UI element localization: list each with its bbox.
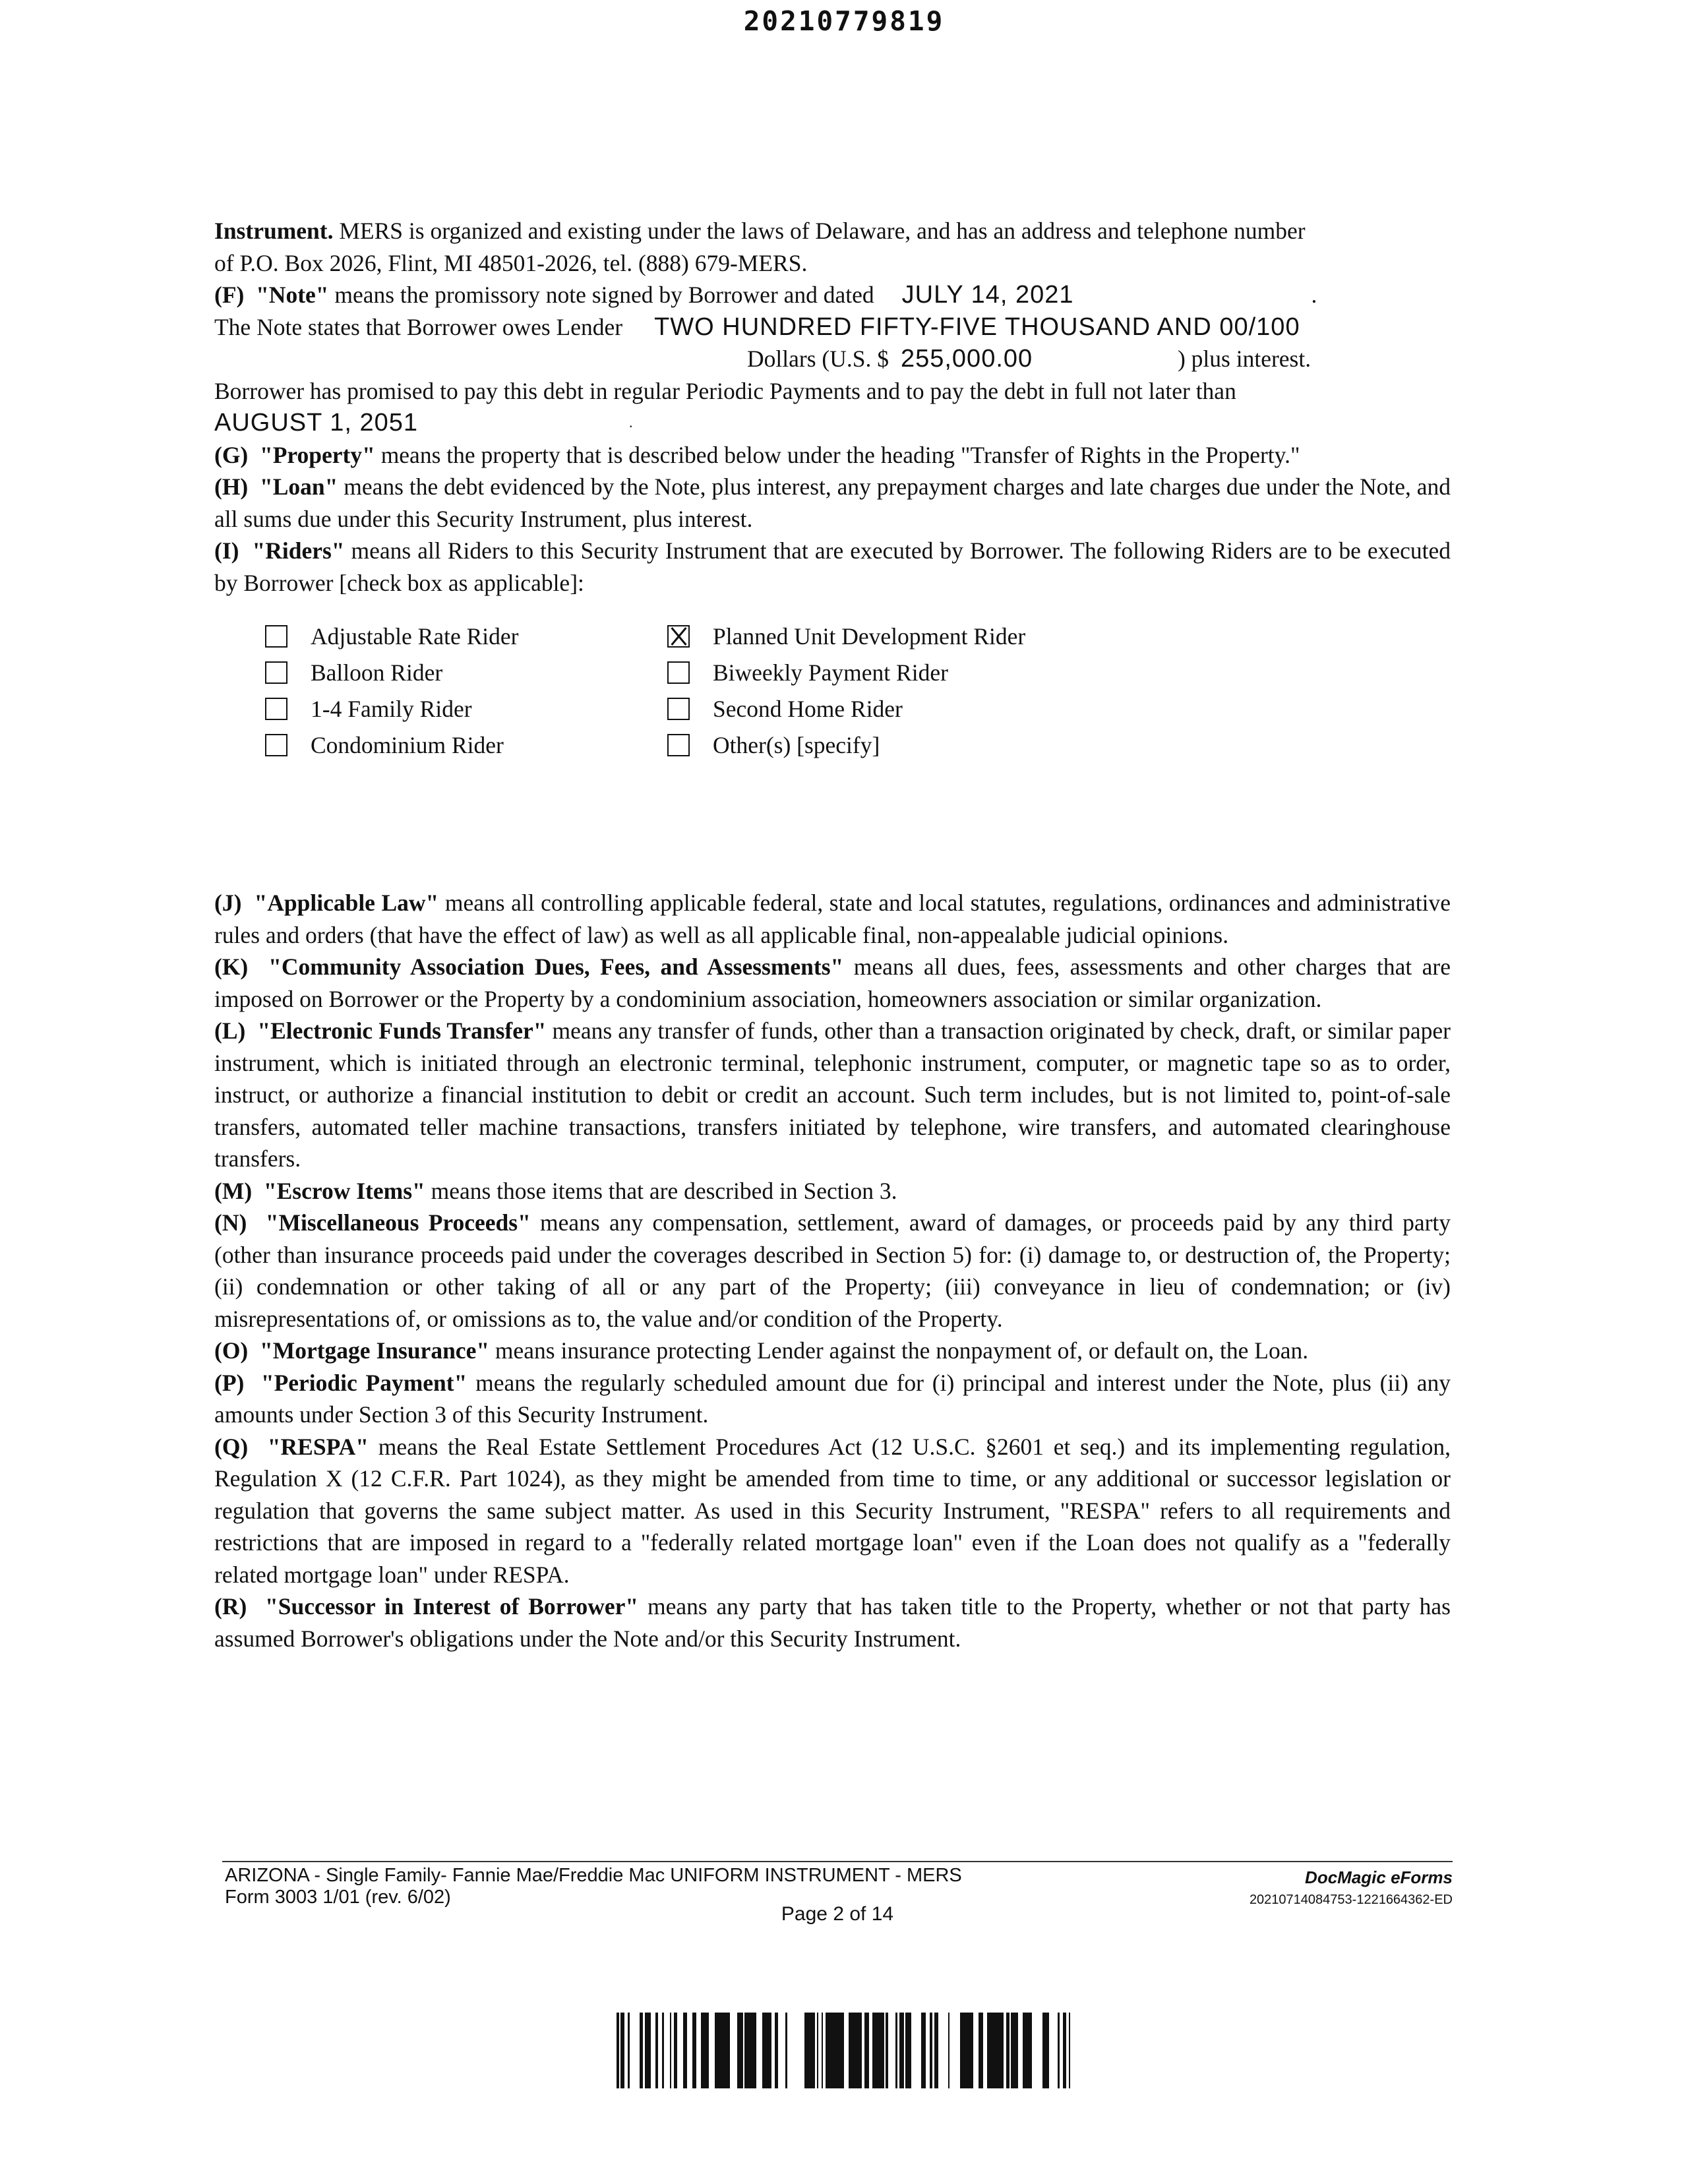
footer-form-number: Form 3003 1/01 (rev. 6/02) [225, 1887, 451, 1908]
rider-label: Condominium Rider [311, 732, 504, 758]
escrow-items-text: means those items that are described in Section 3. [425, 1177, 897, 1204]
footer-form-title: ARIZONA - Single Family- Fannie Mae/Freddie Mac UNIFORM INSTRUMENT - MERS [225, 1865, 962, 1886]
paragraph-q [214, 1431, 1451, 1591]
letter-j: (J) [214, 890, 242, 916]
barcode-icon [617, 2013, 1071, 2088]
paragraph-j [214, 887, 1451, 951]
paragraph-f-line5 [214, 407, 1451, 439]
rider-second-home[interactable] [667, 692, 1129, 725]
note-owes-text: The Note states that Borrower owes Lender [214, 313, 623, 340]
paragraph-g [214, 439, 1451, 471]
letter-n: (N) [214, 1209, 247, 1236]
letter-p: (P) [214, 1369, 245, 1396]
rider-label: Planned Unit Development Rider [713, 623, 1026, 650]
letter-k: (K) [214, 954, 249, 980]
rider-biweekly-payment[interactable] [667, 656, 1129, 689]
letter-h: (H) [214, 473, 249, 500]
term-property: "Property" [260, 441, 375, 468]
checkbox-icon[interactable] [265, 661, 287, 684]
footer-document-id: 20210714084753-1221664362-ED [1249, 1893, 1453, 1907]
checkbox-icon[interactable] [265, 625, 287, 648]
intro-text: MERS is organized and existing under the laws of Delaware, and has an address and telephone number [333, 218, 1306, 244]
maturity-date-end: . [629, 414, 633, 431]
note-date-field: JULY 14, 2021 [901, 281, 1074, 309]
mortgage-insurance-text: means insurance protecting Lender against the nonpayment of, or default on, the Loan. [489, 1337, 1309, 1364]
paragraph-intro [214, 215, 1451, 247]
letter-g: (G) [214, 441, 249, 468]
paragraph-f-line2 [214, 311, 1451, 344]
note-date-end: . [1311, 282, 1317, 308]
checkbox-icon[interactable] [667, 698, 690, 720]
electronic-funds-transfer-text: means any transfer of funds, other than a transaction originated by check, draft, or similar paper instrument, which is initiated through an electronic terminal, telephonic instrument, computer, or magnetic tape so as to order, instruct, or authorize a financial institution to debit or credit an account. Such term includes, but is not limited to, point-of-sale transfers, automated teller machine transactions, transfers initiated by telephone, wire transfers, and automated clearinghouse transfers. [214, 1017, 1451, 1172]
letter-i: (I) [214, 537, 239, 564]
document-body [214, 215, 1451, 1654]
miscellaneous-proceeds-text: means any compensation, settlement, award of damages, or proceeds paid by any third party (other than insurance proceeds paid under the coverages described in Section 5) for: (i) damage to, or destruction of, the Property; (ii) condemnation or other taking of all or any part of the Property; (iii) conveyance in lieu of condemnation; or (iv) misrepresentations of, or omissions as to, the value and/or condition of the Property. [214, 1209, 1451, 1332]
plus-interest: ) plus interest. [1177, 346, 1311, 372]
rider-label: Other(s) [specify] [713, 732, 880, 758]
term-escrow-items: "Escrow Items" [263, 1177, 425, 1204]
riders-checklist [265, 620, 1451, 762]
paragraph-intro-line2: of P.O. Box 2026, Flint, MI 48501-2026, tel. (888) 679-MERS. [214, 249, 808, 276]
rider-other[interactable] [667, 729, 1129, 762]
rider-planned-unit-development[interactable] [667, 620, 1129, 653]
term-community-dues: "Community Association Dues, Fees, and Assessments" [268, 954, 844, 980]
paragraph-k [214, 951, 1451, 1015]
checkbox-icon[interactable] [667, 734, 690, 756]
loan-amount-words-field: TWO HUNDRED FIFTY-FIVE THOUSAND AND 00/100 [654, 313, 1300, 341]
term-mortgage-insurance: "Mortgage Insurance" [260, 1337, 490, 1364]
successor-in-interest-text: means any party that has taken title to the Property, whether or not that party has assumed Borrower's obligations under the Note and/or this Security Instrument. [214, 1593, 1451, 1652]
applicable-law-text: means all controlling applicable federal, state and local statutes, regulations, ordinances and administrative rules and orders (that have the effect of law) as well as all applicable final, non-appealable judicial opinions. [214, 890, 1451, 948]
paragraph-p [214, 1367, 1451, 1431]
property-text: means the property that is described below under the heading "Transfer of Rights in the Property." [375, 441, 1300, 468]
paragraph-f-line4: Borrower has promised to pay this debt in regular Periodic Payments and to pay the debt in full not later than [214, 377, 1236, 404]
paragraph-l [214, 1015, 1451, 1175]
checkbox-icon[interactable] [667, 661, 690, 684]
rider-condominium[interactable] [265, 729, 667, 762]
letter-l: (L) [214, 1017, 246, 1044]
letter-o: (O) [214, 1337, 249, 1364]
paragraph-r [214, 1591, 1451, 1654]
maturity-date-field: AUGUST 1, 2051 [214, 409, 419, 437]
rider-label: Second Home Rider [713, 696, 903, 722]
community-dues-text: means all dues, fees, assessments and other charges that are imposed on Borrower or the Property by a condominium association, homeowners association or similar organization. [214, 954, 1451, 1012]
rider-label: 1-4 Family Rider [311, 696, 472, 722]
letter-m: (M) [214, 1177, 253, 1204]
paragraph-f-line3 [214, 343, 1451, 375]
checkbox-icon[interactable] [265, 698, 287, 720]
letter-f: (F) [214, 282, 245, 308]
term-applicable-law: "Applicable Law" [254, 890, 439, 916]
dollars-label: Dollars (U.S. $ [747, 346, 889, 372]
term-loan: "Loan" [260, 473, 338, 500]
term-electronic-funds-transfer: "Electronic Funds Transfer" [257, 1017, 547, 1044]
respa-text: means the Real Estate Settlement Procedures Act (12 U.S.C. §2601 et seq.) and its implementing regulation, Regulation X (12 C.F.R. Part 1024), as they might be amended from time to time, or any additional or successor legislation or regulation that governs the same subject matter. As used in this Security Instrument, "RESPA" refers to all requirements and restrictions that are imposed in regard to a "federally related mortgage loan" even if the Loan does not qualify as a "federally related mortgage loan" under RESPA. [214, 1433, 1451, 1588]
rider-label: Biweekly Payment Rider [713, 659, 948, 686]
loan-amount-field: 255,000.00 [900, 345, 1033, 373]
paragraph-f [214, 279, 1451, 311]
rider-label: Adjustable Rate Rider [311, 623, 519, 650]
note-text: means the promissory note signed by Borrower and dated [328, 282, 874, 308]
checked-checkbox-icon[interactable] [667, 625, 690, 648]
paragraph-m [214, 1175, 1451, 1207]
footer-form-info [225, 1865, 962, 1908]
recording-number: 20210779819 [743, 5, 945, 37]
rider-1-4-family[interactable] [265, 692, 667, 725]
term-periodic-payment: "Periodic Payment" [260, 1369, 467, 1396]
paragraph-o [214, 1335, 1451, 1367]
checkbox-icon[interactable] [265, 734, 287, 756]
term-miscellaneous-proceeds: "Miscellaneous Proceeds" [265, 1209, 531, 1236]
term-successor-in-interest: "Successor in Interest of Borrower" [265, 1593, 639, 1620]
letter-r: (R) [214, 1593, 247, 1620]
paragraph-n [214, 1207, 1451, 1335]
form-footer [222, 1861, 1453, 1925]
paragraph-i [214, 535, 1451, 599]
periodic-payment-text: means the regularly scheduled amount due for (i) principal and interest under the Note, plus (ii) any amounts under Section 3 of this Security Instrument. [214, 1369, 1451, 1428]
letter-q: (Q) [214, 1433, 249, 1460]
rider-adjustable-rate[interactable] [265, 620, 667, 653]
term-note: "Note" [256, 282, 329, 308]
riders-text: means all Riders to this Security Instrument that are executed by Borrower. The following Riders are to be executed by Borrower [check box as applicable]: [214, 537, 1451, 596]
docmagic-logo: DocMagic eForms [1305, 1867, 1453, 1887]
rider-label: Balloon Rider [311, 659, 443, 686]
loan-text: means the debt evidenced by the Note, plus interest, any prepayment charges and late charges due under the Note, and all sums due under this Security Instrument, plus interest. [214, 473, 1451, 532]
term-respa: "RESPA" [267, 1433, 369, 1460]
paragraph-h [214, 471, 1451, 535]
term-riders: "Riders" [252, 537, 345, 564]
term-instrument: Instrument. [214, 218, 334, 244]
rider-balloon[interactable] [265, 656, 667, 689]
page-number: Page 2 of 14 [781, 1903, 894, 1925]
